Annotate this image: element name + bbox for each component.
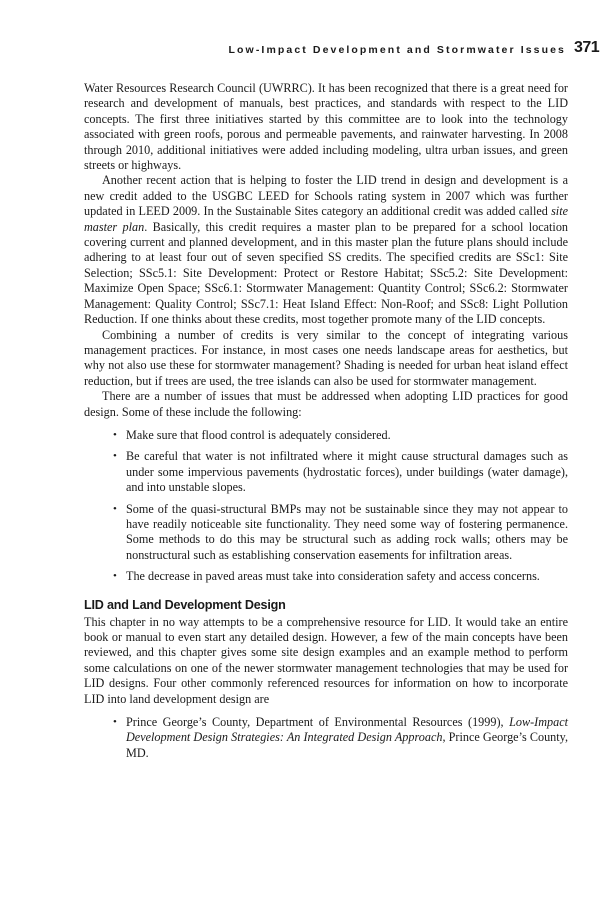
list-item-text: The decrease in paved areas must take into consideration safety and access concerns. (126, 569, 540, 584)
paragraph-issues-intro: There are a number of issues that must be addressed when adopting LID practices for good design. Some of these include the following: (84, 389, 568, 419)
site-master-plan-term: site master plan (84, 204, 568, 234)
running-head: Low-Impact Development and Stormwater Issues (228, 44, 566, 56)
page-number: 371 (574, 39, 600, 56)
list-item-text: Make sure that flood control is adequately considered. (126, 427, 391, 442)
issues-bullet-list (84, 428, 568, 585)
list-item (113, 569, 568, 584)
paragraph-section-intro: This chapter in no way attempts to be a comprehensive resource for LID. It would take an entire book or manual to even start any detailed design. However, a few of the main concepts have been reviewed, and this chapter gives some site design examples and an example method to perform some calculations on one of the newer stormwater management technologies that may be used for LID designs. Four other commonly referenced resources for information on how to incorporate LID into land development design are (84, 614, 568, 706)
bullet-icon: • (113, 450, 117, 463)
body-text (84, 81, 568, 767)
list-item (113, 427, 568, 443)
paragraph-leed-credit-text-a: Another recent action that is helping to foster the LID trend in design and development is a new credit added to the USGBC LEED for Schools rating system in 2007 which was further updated in LEED 2009. In the Sustainable Sites category an additional credit was added called (84, 173, 568, 219)
paragraph-leed-credit (84, 173, 568, 327)
list-item (113, 449, 568, 495)
paragraph-leed-credit-text-b: . Basically, this credit requires a master plan to be prepared for a school location covering current and planned development, and in this master plan the future plans should include adhering to at least four out of seven specified SS credits. The specified credits are SSc1: Site Selection; SSc5.1: Site Development: Protect or Restore Habitat; SSc5.2: Site Development: Maximize Open Space; SSc6.1: Stormwater Management: Quantity Control; SSc6.2: Stormwater Management: Quality Control; SSc7.1: Heat Island Effect: Non-Roof; and SSc8: Light Pollution Reduction. If one thinks about these credits, most together promote many of the LID concepts. (84, 219, 569, 327)
reference-title: Low-Impact Development Design Strategies: An Integrated Design Approach, (126, 715, 568, 745)
list-item-text: Be careful that water is not infiltrated where it might cause structural damages such as under some impervious pavements (hydrostatic forces), under buildings (water damage), and into unstable slopes. (126, 449, 568, 495)
bullet-icon: • (113, 502, 117, 515)
bullet-icon: • (113, 428, 117, 441)
bullet-icon: • (113, 570, 117, 583)
resources-bullet-list (84, 715, 568, 761)
list-item-text: Some of the quasi-structural BMPs may not be sustainable since they may not appear to have readily noticeable site functionality. They need some way of fostering permanence. Some methods to do this may be structural such as adding rock walls; others may be nonstructural such as establishing conservation easements for infiltration areas. (126, 501, 568, 562)
paragraph-combining-credits: Combining a number of credits is very similar to the concept of integrating various management practices. For instance, in most cases one needs landscape areas for aesthetics, but why not also use these for stormwater management? Shading is needed for urban heat island effect reduction, but if trees are used, the tree islands can also be used for stormwater management. (84, 327, 568, 388)
list-item (113, 501, 568, 564)
list-item-text-b: Prince George’s County, MD. (126, 730, 568, 760)
section-heading: LID and Land Development Design (84, 597, 286, 612)
list-item (113, 715, 568, 761)
list-item-text-a: Prince George’s County, Department of Environmental Resources (1999), (126, 715, 510, 730)
paragraph-uwrrc: Water Resources Research Council (UWRRC). It has been recognized that there is a great need for research and development of manuals, best practices, and standards with respect to the LID concepts. The first three initiatives started by this committee are to look into the technology associated with green roofs, porous and permeable pavements, and rainwater harvesting. In 2008 through 2010, additional initiatives were added including modeling, ultra urban issues, and green streets or highways. (84, 81, 568, 173)
bullet-icon: • (113, 716, 117, 729)
